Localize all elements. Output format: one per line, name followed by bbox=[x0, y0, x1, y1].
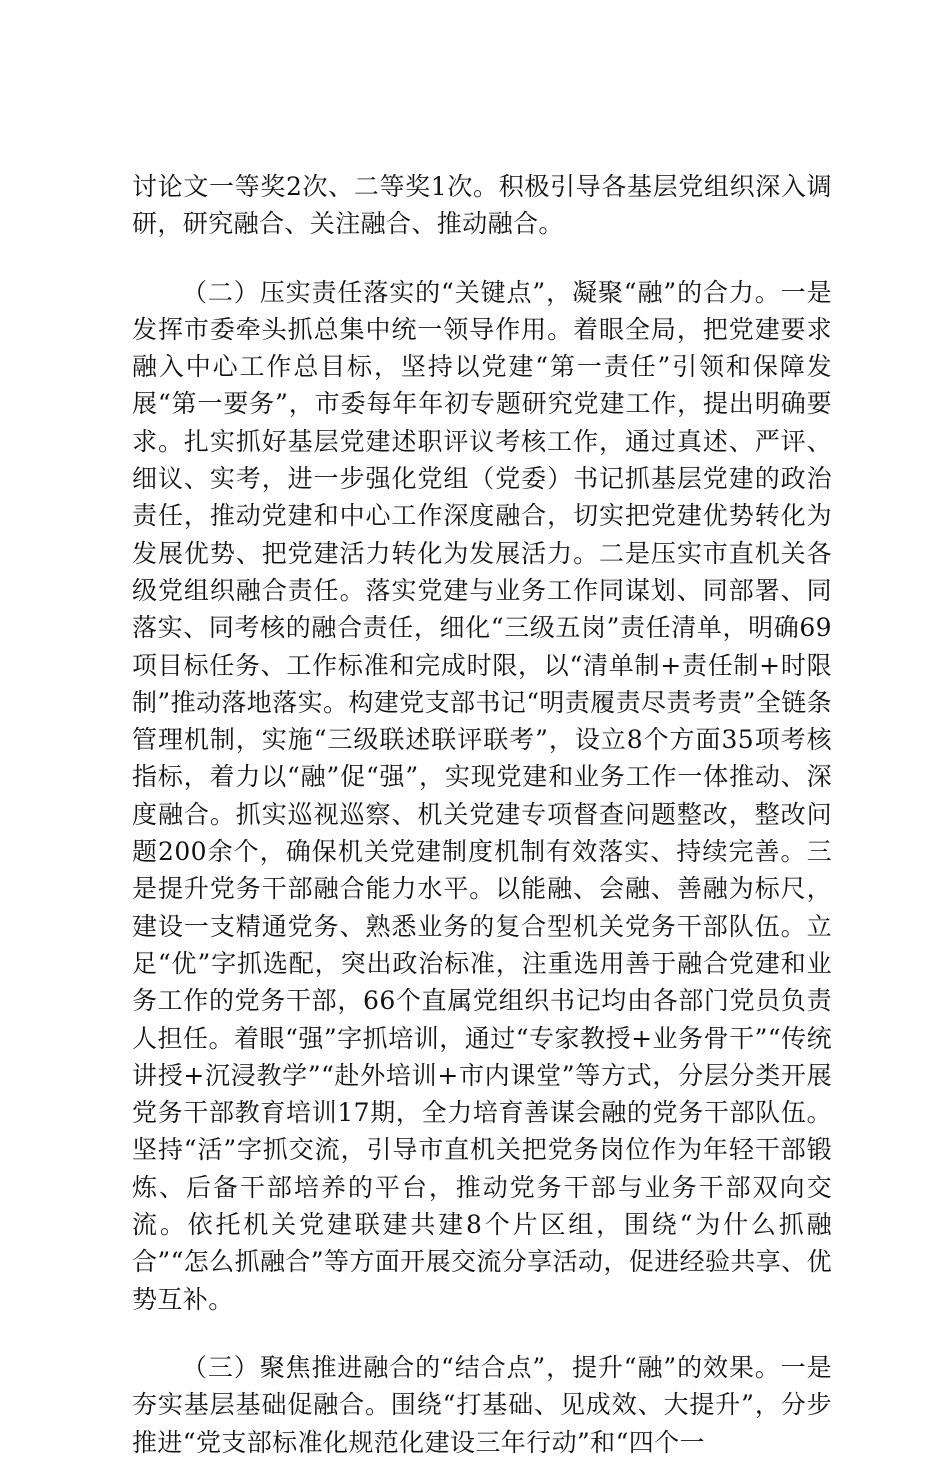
paragraph-section-two: （二）压实责任落实的“关键点”，凝聚“融”的合力。一是发挥市委牵头抓总集中统一领导作用。着眼全局，把党建要求融入中心工作总目标，坚持以党建“第一责任”引领和保障发展“第一要务”，市委每年年初专题研究党建工作，提出明确要求。扎实抓好基层党建述职评议考核工作，通过真述、严评、细议、实考，进一步强化党组（党委）书记抓基层党建的政治责任，推动党建和中心工作深度融合，切实把党建优势转化为发展优势、把党建活力转化为发展活力。二是压实市直机关各级党组织融合责任。落实党建与业务工作同谋划、同部署、同落实、同考核的融合责任，细化“三级五岗”责任清单，明确69项目标任务、工作标准和完成时限，以“清单制+责任制+时限制”推动落地落实。构建党支部书记“明责履责尽责考责”全链条管理机制，实施“三级联述联评联考”，设立8个方面35项考核指标，着力以“融”促“强”，实现党建和业务工作一体推动、深度融合。抓实巡视巡察、机关党建专项督查问题整改，整改问题200余个，确保机关党建制度机制有效落实、持续完善。三是提升党务干部融合能力水平。以能融、会融、善融为标尺，建设一支精通党务、熟悉业务的复合型机关党务干部队伍。立足“优”字抓选配，突出政治标准，注重选用善于融合党建和业务工作的党务干部，66个直属党组织书记均由各部门党员负责人担任。着眼“强”字抓培训，通过“专家教授+业务骨干”“传统讲授+沉浸教学”“赴外培训+市内课堂”等方式，分层分类开展党务干部教育培训17期，全力培育善谋会融的党务干部队伍。坚持“活”字抓交流，引导市直机关把党务岗位作为年轻干部锻炼、后备干部培养的平台，推动党务干部与业务干部双向交流。依托机关党建联建共建8个片区组，围绕“为什么抓融合”“怎么抓融合”等方面开展交流分享活动，促进经验共享、优势互补。 bbox=[132, 277, 832, 1314]
paragraph-section-three: （三）聚焦推进融合的“结合点”，提升“融”的效果。一是夯实基层基础促融合。围绕“打基础、见成效、大提升”，分步推进“党支部标准化规范化建设三年行动”和“四个一 bbox=[132, 1352, 832, 1457]
document-body bbox=[132, 168, 832, 1461]
paragraph-continued: 讨论文一等奖2次、二等奖1次。积极引导各基层党组织深入调研，研究融合、关注融合、推动融合。 bbox=[132, 172, 832, 239]
